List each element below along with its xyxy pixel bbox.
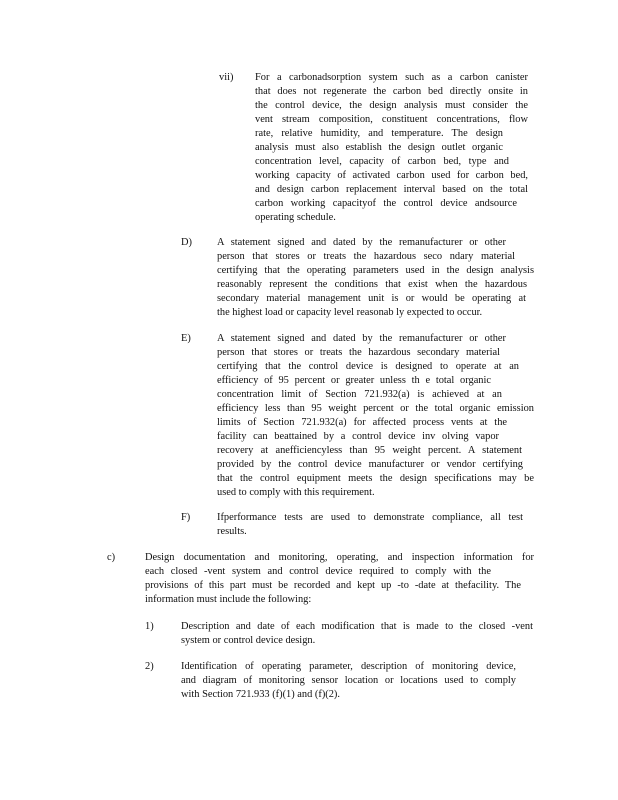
text-line: Description and date of each modification that is made to the closed -vent <box>181 621 533 632</box>
text-line: secondary material management unit is or would be operating at <box>217 293 526 304</box>
text-line: rate, relative humidity, and temperature. The design <box>255 128 503 139</box>
text-line: Design documentation and monitoring, operating, and inspection information for <box>145 552 534 563</box>
text-line: used to comply with this requirement. <box>217 487 375 498</box>
paragraph-text <box>181 660 516 702</box>
text-line: operating schedule. <box>255 212 336 223</box>
text-line: person that stores or treats the hazardous seco ndary material <box>217 251 515 262</box>
text-line: and diagram of monitoring sensor location or locations used to comply <box>181 675 516 686</box>
text-line: efficiency of 95 percent or greater unless th e total organic <box>217 375 491 386</box>
text-line: the control device, the design analysis must consider the <box>255 100 528 111</box>
paragraph-text <box>217 236 534 320</box>
text-line: system or control device design. <box>181 635 316 646</box>
paragraph-text <box>255 71 528 225</box>
text-line: results. <box>217 526 247 537</box>
text-line: vent stream composition, constituent concentrations, flow <box>255 114 528 125</box>
text-line: Identification of operating parameter, description of monitoring device, <box>181 661 516 672</box>
text-line: recovery at anefficiencyless than 95 weight percent. A statement <box>217 445 522 456</box>
text-line: provided by the control device manufacturer or vendor certifying <box>217 459 523 470</box>
item-label: D) <box>181 237 192 248</box>
text-line: working capacity of activated carbon used for carbon bed, <box>255 170 528 181</box>
paragraph-text <box>217 511 523 539</box>
text-line: concentration level, capacity of carbon bed, type and <box>255 156 509 167</box>
text-line: efficiency less than 95 weight percent or the total organic emission <box>217 403 534 414</box>
item-label: F) <box>181 512 191 523</box>
item-label: 2) <box>145 661 154 672</box>
paragraph-text <box>145 551 534 607</box>
text-line: facility can beattained by a control device inv olving vapor <box>217 431 499 442</box>
paragraph-text <box>217 332 534 500</box>
text-line: each closed -vent system and control device required to comply with the <box>145 566 491 577</box>
item-label: E) <box>181 333 191 344</box>
text-line: that the control equipment meets the design specifications may be <box>217 473 534 484</box>
text-line: reasonably represent the conditions that exist when the hazardous <box>217 279 527 290</box>
text-line: concentration limit of Section 721.932(a) is achieved at an <box>217 389 502 400</box>
text-line: A statement signed and dated by the remanufacturer or other <box>217 333 506 344</box>
item-label: vii) <box>219 72 234 83</box>
text-line: carbon working capacityof the control device andsource <box>255 198 517 209</box>
text-line: and design carbon replacement interval based on the total <box>255 184 528 195</box>
text-line: certifying that the operating parameters used in the design analysis <box>217 265 534 276</box>
text-line: information must include the following: <box>145 594 312 605</box>
text-line: provisions of this part must be recorded and kept up -to -date at thefacility. The <box>145 580 521 591</box>
text-line: limits of Section 721.932(a) for affected process vents at the <box>217 417 507 428</box>
text-line: Ifperformance tests are used to demonstrate compliance, all test <box>217 512 523 523</box>
text-line: analysis must also establish the design outlet organic <box>255 142 503 153</box>
text-line: A statement signed and dated by the remanufacturer or other <box>217 237 506 248</box>
text-line: person that stores or treats the hazardous secondary material <box>217 347 500 358</box>
text-line: the highest load or capacity level reasonab ly expected to occur. <box>217 307 483 318</box>
text-line: For a carbonadsorption system such as a carbon canister <box>255 72 528 83</box>
text-line: with Section 721.933 (f)(1) and (f)(2). <box>181 689 340 700</box>
item-label: c) <box>107 552 116 563</box>
text-line: certifying that the control device is designed to operate at an <box>217 361 519 372</box>
paragraph-text <box>181 620 533 648</box>
text-line: that does not regenerate the carbon bed directly onsite in <box>255 86 528 97</box>
item-label: 1) <box>145 621 154 632</box>
